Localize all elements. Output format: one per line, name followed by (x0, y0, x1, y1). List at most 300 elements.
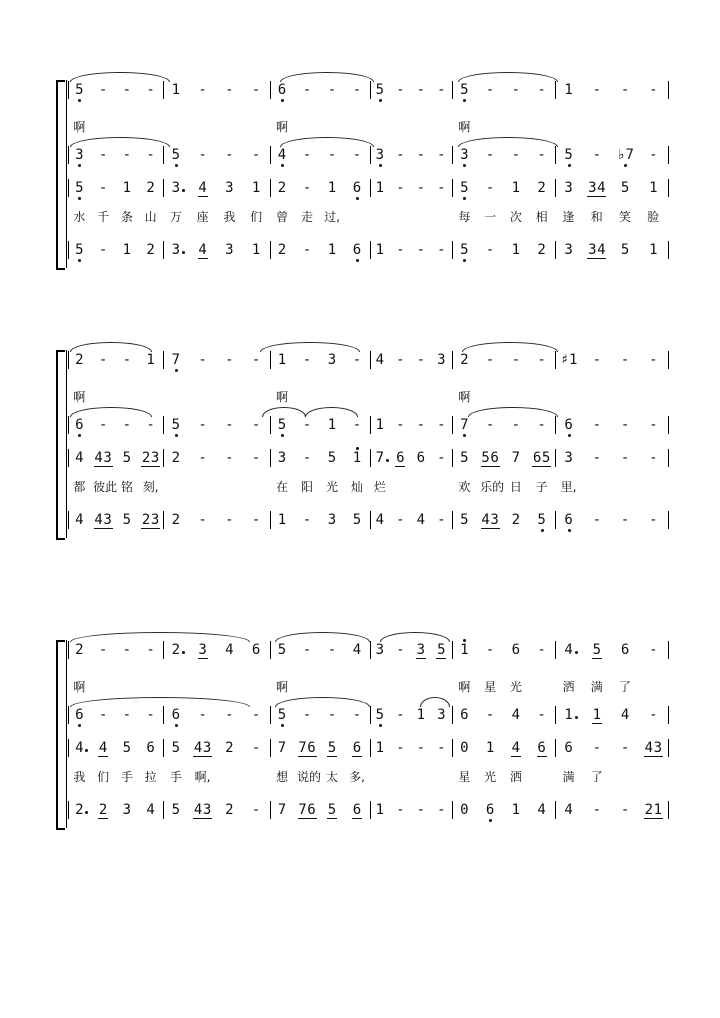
tie-arc (262, 407, 306, 417)
dash: - (198, 707, 207, 723)
note: 2 (537, 242, 546, 258)
dash: - (416, 417, 426, 433)
notation-row (0, 80, 720, 100)
score-system (0, 80, 720, 270)
lyric: 乐的 (480, 480, 505, 494)
lyric-row (0, 767, 720, 787)
note: 3 (277, 450, 287, 466)
dash: - (122, 642, 132, 658)
note: 4 (98, 740, 108, 756)
note: 5 (620, 180, 630, 196)
dash: - (485, 642, 495, 658)
note: 3 (375, 642, 385, 658)
note: 1 (375, 242, 385, 258)
beam-underline (103, 466, 113, 467)
note: 3 (564, 450, 573, 466)
lyric-row (0, 477, 720, 497)
octave-dot-low (78, 197, 81, 200)
beam-underline (202, 818, 212, 819)
note: 6 (490, 450, 499, 466)
dash: - (122, 147, 132, 163)
tie-arc (380, 632, 450, 642)
barline (668, 801, 669, 819)
lyric: 光 (509, 680, 522, 694)
dash: - (416, 147, 426, 163)
barline (270, 81, 271, 99)
note: 6 (307, 740, 316, 756)
dash: - (592, 147, 602, 163)
lyric: 里, (560, 480, 577, 494)
note: 5 (122, 512, 132, 528)
note: 4 (193, 740, 203, 756)
barline (270, 801, 271, 819)
octave-dot-high (356, 447, 359, 450)
note: 3 (103, 450, 112, 466)
dash: - (302, 450, 312, 466)
barline (452, 801, 453, 819)
dash: - (98, 417, 108, 433)
dash: - (620, 417, 630, 433)
note: 5 (481, 450, 490, 466)
note: 1 (416, 707, 426, 723)
note: 6 (564, 417, 573, 433)
dash: - (416, 352, 426, 368)
barline (452, 416, 453, 434)
notation-row (0, 510, 720, 530)
barline (452, 179, 453, 197)
dash: - (396, 642, 405, 658)
note: 5 (460, 450, 469, 466)
tie-arc (305, 407, 358, 417)
dash: - (251, 707, 261, 723)
dash: - (620, 450, 630, 466)
dash: - (302, 147, 312, 163)
note: 7 (460, 417, 469, 433)
note: 0 (460, 740, 469, 756)
barline (668, 351, 669, 369)
barline (270, 179, 271, 197)
note: 2 (98, 802, 108, 818)
dash: - (146, 642, 155, 658)
note: 5 (592, 642, 602, 658)
tie-arc (462, 342, 558, 352)
lyric: 拉 (144, 770, 157, 784)
augmentation-dot (182, 189, 185, 192)
notation-row (0, 145, 720, 165)
note: 3 (202, 740, 212, 756)
note: 3 (490, 512, 499, 528)
note: 5 (277, 417, 287, 433)
beam-underline (541, 466, 551, 467)
lyric: 太 (325, 770, 338, 784)
note: 7 (277, 740, 287, 756)
beam-underline (198, 258, 208, 259)
note: 3 (198, 642, 207, 658)
octave-dot-low (568, 164, 571, 167)
barline (163, 801, 164, 819)
note: 2 (141, 512, 151, 528)
lyric: 彼此 (93, 480, 118, 494)
note: 5 (122, 450, 132, 466)
dash: - (396, 242, 405, 258)
note: 5 (171, 147, 181, 163)
barline (68, 641, 69, 659)
note: 4 (511, 707, 521, 723)
dash: - (98, 352, 108, 368)
dash: - (511, 417, 521, 433)
dash: - (251, 352, 261, 368)
augmentation-dot (182, 251, 185, 254)
augmentation-dot (575, 716, 578, 719)
dash: - (352, 417, 362, 433)
note: 4 (198, 180, 207, 196)
dash: - (592, 740, 602, 756)
lyric: 星 (458, 770, 471, 784)
dash: - (225, 147, 234, 163)
lyric: 脸 (647, 210, 660, 224)
lyric: 啊 (275, 680, 288, 694)
dash: - (225, 707, 234, 723)
dash: - (98, 242, 108, 258)
dash: - (396, 707, 405, 723)
octave-dot-low (568, 529, 571, 532)
note: 2 (146, 180, 155, 196)
dash: - (146, 147, 155, 163)
dash: - (251, 450, 261, 466)
note: 6 (75, 417, 84, 433)
barline (163, 449, 164, 467)
lyric: 洒 (562, 680, 575, 694)
note: 1 (375, 740, 385, 756)
note: 5 (564, 147, 573, 163)
note: 1 (122, 180, 132, 196)
octave-dot-low (175, 434, 178, 437)
dash: - (225, 417, 234, 433)
barline (270, 641, 271, 659)
barline (270, 739, 271, 757)
dash: - (649, 147, 658, 163)
lyric: 手 (120, 770, 133, 784)
lyric: 啊 (458, 390, 471, 404)
dash: - (649, 642, 658, 658)
dash: - (437, 147, 446, 163)
dash: - (437, 417, 446, 433)
octave-dot-low (281, 434, 284, 437)
lyric: 满 (590, 680, 603, 694)
lyric: 千 (97, 210, 110, 224)
barline (452, 146, 453, 164)
beam-underline (653, 818, 663, 819)
note: 2 (225, 802, 234, 818)
octave-dot-low (356, 197, 359, 200)
augmentation-dot (182, 651, 185, 654)
note: 5 (327, 450, 337, 466)
note: 3 (416, 642, 426, 658)
beam-underline (307, 756, 317, 757)
tie-arc (70, 72, 170, 82)
note: 4 (375, 512, 385, 528)
barline (68, 416, 69, 434)
note: ♭7 (617, 147, 634, 163)
beam-underline (592, 658, 602, 659)
dash: - (485, 417, 495, 433)
tie-arc (260, 342, 360, 352)
notation-row (0, 415, 720, 435)
note: 4 (416, 512, 426, 528)
dash: - (251, 512, 261, 528)
note: 5 (277, 707, 287, 723)
octave-dot-low (568, 434, 571, 437)
lyric: 啊 (458, 680, 471, 694)
beam-underline (592, 723, 602, 724)
note: 3 (171, 180, 181, 196)
note: 5 (327, 802, 337, 818)
beam-underline (198, 196, 208, 197)
dash: - (98, 180, 108, 196)
note: 1 (277, 512, 287, 528)
notation-row (0, 640, 720, 660)
dash: - (327, 82, 337, 98)
dash: - (98, 642, 108, 658)
dash: - (437, 450, 446, 466)
barline (163, 641, 164, 659)
octave-dot-low (78, 164, 81, 167)
lyric: 了 (590, 770, 603, 784)
dash: - (437, 802, 446, 818)
dash: - (620, 512, 630, 528)
notation-row (0, 448, 720, 468)
dash: - (396, 802, 405, 818)
note: 5 (460, 242, 469, 258)
lyric: 欢 (458, 480, 471, 494)
tie-arc (70, 697, 250, 707)
dash: - (146, 82, 155, 98)
dash: - (251, 417, 261, 433)
dash: - (198, 512, 207, 528)
note: 2 (171, 642, 181, 658)
dash: - (122, 707, 132, 723)
note: 5 (437, 642, 446, 658)
lyric: 阳 (300, 480, 313, 494)
lyric: 们 (97, 770, 110, 784)
lyric: 万 (169, 210, 182, 224)
dash: - (649, 512, 658, 528)
dash: - (485, 352, 495, 368)
barline (555, 511, 556, 529)
dash: - (396, 417, 405, 433)
dash: - (396, 147, 405, 163)
note: 4 (511, 740, 521, 756)
lyric: 曾 (275, 210, 288, 224)
note: 7 (298, 802, 307, 818)
note: 4 (597, 180, 606, 196)
lyric: 们 (250, 210, 263, 224)
dash: - (98, 147, 108, 163)
note: 5 (460, 180, 469, 196)
lyric: 每 (458, 210, 471, 224)
barline (555, 351, 556, 369)
dash: - (437, 82, 446, 98)
note: 3 (327, 512, 337, 528)
note: 6 (564, 740, 573, 756)
tie-arc (458, 72, 558, 82)
dash: - (225, 352, 234, 368)
note: 1 (511, 242, 521, 258)
octave-dot-low (356, 259, 359, 262)
dash: - (592, 450, 602, 466)
note: 3 (460, 147, 469, 163)
beam-underline (150, 528, 160, 529)
note: 6 (460, 707, 469, 723)
octave-dot-low (541, 529, 544, 532)
note: 3 (122, 802, 132, 818)
barline (163, 146, 164, 164)
dash: - (198, 450, 207, 466)
beam-underline (327, 756, 337, 757)
tie-arc (280, 137, 374, 147)
barline (452, 511, 453, 529)
barline (270, 706, 271, 724)
dash: - (327, 707, 337, 723)
note: 1 (327, 417, 337, 433)
lyric: 啊 (275, 390, 288, 404)
dash: - (302, 180, 312, 196)
beam-underline (490, 528, 500, 529)
beam-underline (327, 818, 337, 819)
lyric: 啊 (458, 120, 471, 134)
note: 1 (277, 352, 287, 368)
barline (668, 641, 669, 659)
note: 2 (146, 242, 155, 258)
note: 5 (277, 642, 287, 658)
note: 7 (375, 450, 385, 466)
note: 2 (460, 352, 469, 368)
lyric: 啊 (73, 680, 86, 694)
note: 3 (375, 147, 385, 163)
note: 2 (277, 180, 287, 196)
octave-dot-low (463, 164, 466, 167)
beam-underline (511, 756, 521, 757)
note: 1 (352, 450, 362, 466)
note: 7 (171, 352, 181, 368)
augmentation-dot (85, 749, 88, 752)
note: 6 (416, 450, 426, 466)
note: 0 (460, 802, 469, 818)
beam-underline (98, 818, 108, 819)
octave-dot-low (175, 724, 178, 727)
octave-dot-low (489, 819, 492, 822)
dash: - (592, 512, 602, 528)
dash: - (302, 512, 312, 528)
note: 6 (511, 642, 521, 658)
note: 3 (171, 242, 181, 258)
note: 5 (460, 512, 469, 528)
note: 6 (171, 707, 181, 723)
note: 1 (511, 180, 521, 196)
dash: - (649, 417, 658, 433)
dash: - (146, 417, 155, 433)
tie-arc (468, 407, 558, 417)
dash: - (537, 147, 546, 163)
note: 2 (75, 802, 84, 818)
barline (452, 449, 453, 467)
note: 5 (352, 512, 362, 528)
lyric: 想 (275, 770, 288, 784)
note: 2 (277, 242, 287, 258)
barline (555, 449, 556, 467)
dash: - (485, 82, 495, 98)
note: 2 (225, 740, 234, 756)
note: 4 (75, 740, 84, 756)
dash: - (98, 707, 108, 723)
dash: - (649, 82, 658, 98)
dash: - (511, 352, 521, 368)
octave-dot-low (78, 259, 81, 262)
notation-row (0, 350, 720, 370)
barline (668, 146, 669, 164)
beam-underline (103, 528, 113, 529)
note: ♯1 (560, 352, 578, 368)
lyric: 铭 (120, 480, 133, 494)
note: 4 (146, 802, 155, 818)
lyric: 灿 (350, 480, 363, 494)
dash: - (485, 242, 495, 258)
lyric: 光 (325, 480, 338, 494)
note: 1 (460, 642, 469, 658)
note: 2 (644, 802, 654, 818)
note: 5 (537, 512, 546, 528)
note: 6 (352, 180, 362, 196)
dash: - (122, 352, 132, 368)
barline (163, 416, 164, 434)
dash: - (537, 82, 546, 98)
note: 5 (460, 82, 469, 98)
note: 6 (485, 802, 495, 818)
barline (163, 739, 164, 757)
lyric: 山 (144, 210, 157, 224)
note: 4 (481, 512, 490, 528)
barline (68, 511, 69, 529)
dash: - (198, 147, 207, 163)
score-system (0, 640, 720, 830)
dash: - (511, 82, 521, 98)
dash: - (198, 82, 207, 98)
note: 1 (564, 82, 573, 98)
barline (555, 416, 556, 434)
octave-dot-low (281, 99, 284, 102)
barline (555, 241, 556, 259)
note: 4 (75, 450, 84, 466)
barline (555, 801, 556, 819)
dash: - (620, 740, 630, 756)
note: 4 (198, 242, 207, 258)
octave-dot-low (78, 99, 81, 102)
barline (68, 449, 69, 467)
octave-dot-low (281, 724, 284, 727)
beam-underline (198, 658, 208, 659)
dash: - (198, 417, 207, 433)
lyric: 笑 (619, 210, 632, 224)
barline (555, 739, 556, 757)
beam-underline (596, 196, 606, 197)
dash: - (396, 82, 405, 98)
barline (452, 706, 453, 724)
barline (68, 706, 69, 724)
barline (68, 81, 69, 99)
barline (668, 179, 669, 197)
barline (270, 511, 271, 529)
beam-underline (416, 658, 426, 659)
